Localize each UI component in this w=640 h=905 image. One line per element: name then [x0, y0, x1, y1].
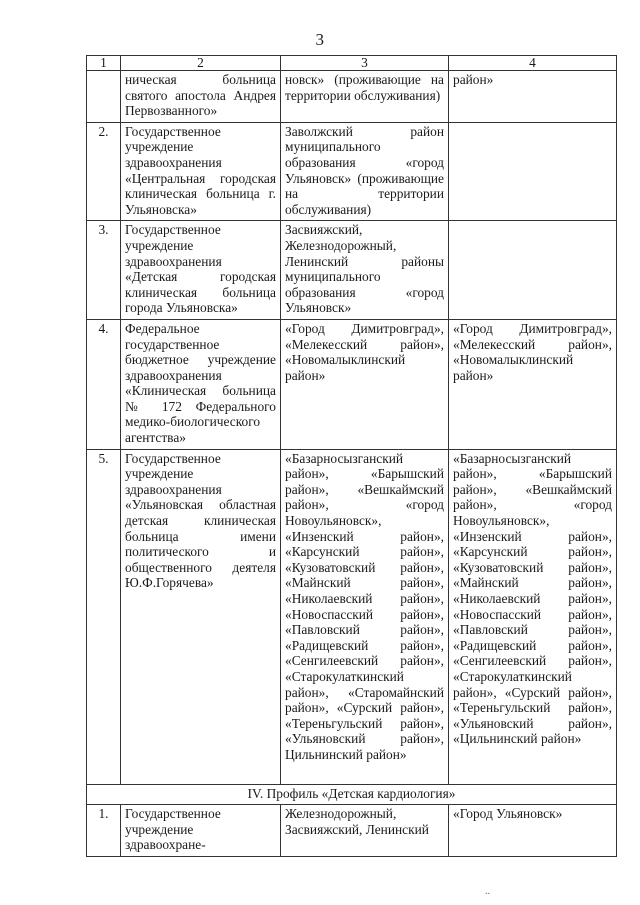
column-header: 1: [87, 56, 121, 71]
referral-area-cell: «Город Ульяновск»: [449, 805, 617, 857]
served-area-cell: Железнодорожный, Засвияжский, Ленинский: [281, 805, 449, 857]
table-row: [87, 122, 617, 221]
section-title: IV. Профиль «Детская кардиология»: [87, 784, 617, 805]
served-area-cell: Засвияжский, Железнодорожный, Ленинский районы муниципального образования «город Ульяновск»: [281, 221, 449, 320]
row-number: 2.: [87, 122, 121, 221]
served-area-cell: «Город Димитровград», «Мелекесский район», «Новомалыклинский район»: [281, 319, 449, 449]
served-area-cell: «Базарносызганский район», «Барышский район», «Вешкаймский район», «город Новоульяновск», «Инзенский район», «Карсунский район», «Кузоватовский район», «Майнский район», «Николаевский район», «Новоспасский район», «Павловский район», «Радищевский район», «Сенгилеевский район», «Старокулаткинский район», «Старомайнский район», «Сурский район», «Тереньгульский район», «Ульяновский район», Цильнинский район»: [281, 449, 449, 784]
table-header-row: [87, 56, 617, 71]
row-number: 1.: [87, 805, 121, 857]
served-area-cell: Заволжский район муниципального образования «город Ульяновск» (проживающие на территории обслуживания): [281, 122, 449, 221]
referral-area-cell: [449, 122, 617, 221]
institution-cell: Федеральное государственное бюджетное учреждение здравоохранения «Клиническая больница № 172 Федерального медико-биологического агентства»: [121, 319, 281, 449]
institution-cell: Государственное учреждение здравоохранения «Центральная городская клиническая больница г. Ульяновска»: [121, 122, 281, 221]
table-row: [87, 71, 617, 123]
section-row: [87, 784, 617, 805]
column-header: 2: [121, 56, 281, 71]
row-number: [87, 71, 121, 123]
table-row: [87, 449, 617, 784]
referral-area-cell: район»: [449, 71, 617, 123]
referral-area-cell: «Базарносызганский район», «Барышский район», «Вешкаймский район», «город Новоульяновск», «Инзенский район», «Карсунский район», «Кузоватовский район», «Майнский район», «Николаевский район», «Новоспасский район», «Павловский район», «Радищевский район», «Сенгилеевский район», «Старокулаткинский район», «Сурский район», «Тереньгульский район», «Ульяновский район», «Цильнинский район»: [449, 449, 617, 784]
column-header: 3: [281, 56, 449, 71]
table-row: [87, 805, 617, 857]
row-number: 5.: [87, 449, 121, 784]
row-number: 4.: [87, 319, 121, 449]
institution-cell: Государственное учреждение здравоохранения «Детская городская клиническая больница города Ульяновска»: [121, 221, 281, 320]
referral-area-cell: [449, 221, 617, 320]
institution-cell: Государственное учреждение здравоохране-: [121, 805, 281, 857]
table-row: [87, 319, 617, 449]
table-row: [87, 221, 617, 320]
footer-mark: ..: [485, 886, 490, 897]
page-number: 3: [315, 30, 325, 49]
document-table: [86, 55, 617, 857]
institution-cell: ническая больница святого апостола Андрея Первозванного»: [121, 71, 281, 123]
row-number: 3.: [87, 221, 121, 320]
column-header: 4: [449, 56, 617, 71]
institution-cell: Государственное учреждение здравоохранения «Ульяновская областная детская клиническая больница имени политического и общественного деятеля Ю.Ф.Горячева»: [121, 449, 281, 784]
referral-area-cell: «Город Димитровград», «Мелекесский район», «Новомалыклинский район»: [449, 319, 617, 449]
served-area-cell: новск» (проживающие на территории обслуживания): [281, 71, 449, 123]
